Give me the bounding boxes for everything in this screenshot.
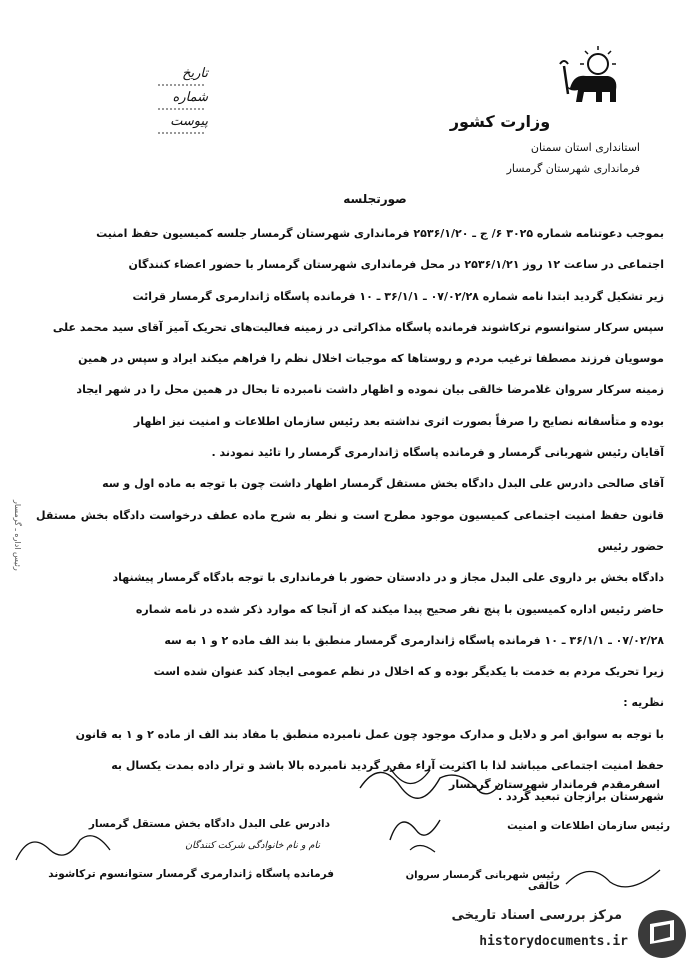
body-line: قانون حفظ امنیت اجتماعی کمیسیون موجود مطرح است و نظر به شرح ماده عطف درخواست دادگاه بخش مستقل حضور رئیس (36, 508, 664, 553)
watermark-name: مرکز بررسی اسناد تاریخی (451, 908, 622, 923)
body-line: زمینه سرکار سروان غلامرضا خالقی بیان نموده و اظهار داشت نامبرده تا بحال در همین محل را در شهر ایجاد (76, 383, 664, 397)
number-label: شماره (172, 90, 208, 105)
body-line: دادگاه بخش بر داروی علی البدل مجاز و در دادستان حضور با فرمانداری با توجه بادگاه گرمسار پیشنهاد (112, 571, 664, 585)
handwritten-signature-icon (350, 748, 510, 808)
body-line: حاضر رئیس اداره کمیسیون با پنج نفر صحیح پیدا میکند که از آنجا که موارد ذکر شده در نامه شماره (135, 602, 664, 616)
body-line: نظریه : (623, 696, 664, 710)
governorate-name: استانداری استان سمنان (530, 141, 640, 154)
date-label: تاریخ (182, 66, 208, 81)
header-label-lines (150, 75, 210, 135)
signature-governor: اسفرمقدم فرماندار شهرستان گرمسار (448, 778, 660, 791)
ministry-name: وزارت کشور (449, 112, 551, 131)
watermark-url: historydocuments.ir (479, 934, 628, 949)
body-line: بموجب دعوتنامه شماره ۳۰۲۵ ۶/ ج ـ ۲۵۳۶/۱/۲۰ فرمانداری شهرستان گرمسار جلسه کمیسیون حفظ امنیت (96, 227, 664, 240)
signature-intelligence-chief: رئیس سازمان اطلاعات و امنیت (507, 820, 670, 832)
county-name: فرمانداری شهرستان گرمسار (506, 162, 640, 175)
body-line: حفظ امنیت اجتماعی میباشد لذا با اکثریت آراء مقرر گردید نامبرده بالا باشد و ترار داده بمدت یکسال به (111, 759, 664, 773)
document-title: صورتجلسه (343, 192, 407, 206)
attachment-label: پیوست (170, 114, 208, 129)
body-line: شهرستان برازجان تبعید گردد . (498, 790, 664, 804)
body-line: موسویان فرزند مصطفا ترغیب مردم و روستاها که موجبات اخلال نظم را فراهم میکند ایراد و سپس در همین (78, 352, 664, 366)
body-line: زیر تشکیل گردید ابتدا نامه شماره ۰۷/۰۲/۲۸ ـ ۳۶/۱/۱ ـ ۱۰ فرمانده پاسگاه ژاندارمری گرمسار قرائت (132, 289, 664, 303)
history-documents-logo-icon (636, 908, 688, 960)
watermark (412, 902, 692, 964)
handwritten-signature-icon (560, 856, 670, 896)
body-line: زیرا تحریک مردم به خدمت با یکدیگر بوده و که اخلال در نظم عمومی ایجاد کند عنوان شده است (153, 665, 664, 679)
lion-and-sun-emblem-icon (556, 46, 626, 106)
body-line: با توجه به سوابق امر و دلایل و مدارک موجود چون عمل نامبرده منطبق با مفاد بند الف از ماده ۲ و ۱ به قانون (75, 727, 664, 741)
body-line: آقای صالحی دادرس علی البدل دادگاه بخش مستقل گرمسار اظهار داشت چون با توجه به ماده اول و سه (102, 477, 664, 491)
signature-judge: دادرس علی البدل دادگاه بخش مستقل گرمسار (88, 818, 330, 830)
body-line: سپس سرکار ستوانسوم ترکاشوند فرمانده پاسگاه مذاکراتی در زمینه فعالیت‌های تحریک آمیز آقای سید محمد علی (52, 320, 664, 334)
signature-gendarmerie-commander: فرمانده پاسگاه ژاندارمری گرمسار ستوانسوم ترکاشوند (48, 868, 334, 880)
handwritten-signature-icon (380, 800, 450, 860)
signature-police-chief: رئیس شهربانی گرمسار سروان خالقی (405, 870, 560, 892)
body-line: اجتماعی در ساعت ۱۲ روز ۲۵۳۶/۱/۲۱ در محل فرمانداری شهرستان گرمسار با حضور اعضاء کنندگان (128, 258, 664, 272)
handwritten-signature-icon (10, 820, 120, 870)
body-line: بوده و متأسفانه نصایح را صرفاً بصورت اثری نداشته بعد رئیس سازمان اطلاعات و امنیت نیز اظهار (133, 414, 664, 428)
document-body (36, 218, 664, 813)
body-line: آقایان رئیس شهربانی گرمسار و فرمانده پاسگاه ژاندارمری گرمسار را تائید نمودند . (211, 446, 664, 460)
side-margin-note: رئیس اداره ـ گرمسار (13, 500, 22, 571)
ministry-block (400, 112, 640, 175)
body-line: ۰۷/۰۲/۲۸ ـ ۳۶/۱/۱ ـ ۱۰ فرمانده پاسگاه ژاندارمری گرمسار منطبق با بند الف ماده ۲ و ۱ به سه (164, 633, 664, 647)
signature-judge-note: نام و نام خانوادگی شرکت کنندگان (185, 840, 320, 851)
